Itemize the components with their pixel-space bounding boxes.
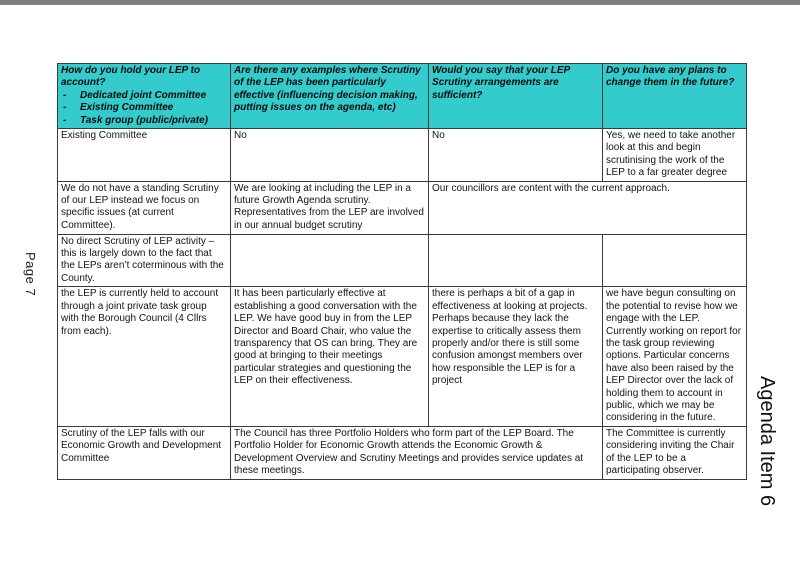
table-cell: We are looking at including the LEP in a future Growth Agenda scrutiny. Representatives from the LEP are involved in our annual budget scrutiny <box>231 181 429 234</box>
dash-marker: - <box>63 89 67 101</box>
table-cell <box>429 234 603 287</box>
agenda-item-label: Agenda Item 6 <box>756 376 778 507</box>
table-header-how-hold-lep <box>58 64 231 129</box>
table-cell: the LEP is currently held to account through a joint private task group with the Borough Council (4 Cllrs from each). <box>58 287 231 426</box>
page-number-label: Page 7 <box>23 252 38 297</box>
table-header-effective-examples: Are there any examples where Scrutiny of the LEP has been particularly effective (influencing decision making, putting issues on the agenda, etc) <box>231 64 429 129</box>
table-cell: we have begun consulting on the potential to revise how we engage with the LEP. Currently working on report for the task group reviewing options. Particular concerns have also been raised by the LEP Director over the lack of holding them to account in public, which we may be considering in the future. <box>603 287 747 426</box>
table-cell: No direct Scrutiny of LEP activity – this is largely down to the fact that the LEPs aren’t coterminous with the County. <box>58 234 231 287</box>
lep-scrutiny-table <box>57 63 747 480</box>
table-cell: there is perhaps a bit of a gap in effectiveness at looking at projects. Perhaps because they lack the expertise to critically assess them properly and/or there is still some confusion amongst members over how responsible the LEP is for a project <box>429 287 603 426</box>
table-cell <box>603 234 747 287</box>
table-cell: Existing Committee <box>58 129 231 182</box>
header-bullet-item: - Task group (public/private) <box>63 114 208 126</box>
table-cell: We do not have a standing Scrutiny of our LEP instead we focus on specific issues (at current Committee). <box>58 181 231 234</box>
table-cell-merged: The Council has three Portfolio Holders who form part of the LEP Board. The Portfolio Holder for Economic Growth attends the Economic Growth & Development Overview and Scrutiny Meetings and provides service updates at these meetings. <box>231 426 603 479</box>
table-cell: It has been particularly effective at establishing a good conversation with the LEP. We have good buy in from the LEP Director and Board Chair, who value the transparency that OS can bring. They are good at bringing to their meetings particular strategies and questioning the LEP on their effectiveness. <box>231 287 429 426</box>
table-cell: Scrutiny of the LEP falls with our Economic Growth and Development Committee <box>58 426 231 479</box>
table-cell-merged: Our councillors are content with the current approach. <box>429 181 747 234</box>
table-header-future-plans: Do you have any plans to change them in the future? <box>603 64 747 129</box>
table-row <box>58 181 747 234</box>
header-bullet-item: - Existing Committee <box>63 102 174 114</box>
table-row <box>58 287 747 426</box>
dash-marker: - <box>63 114 67 126</box>
table-cell: No <box>429 129 603 182</box>
table-cell: No <box>231 129 429 182</box>
table-row <box>58 234 747 287</box>
table-cell: The Committee is currently considering inviting the Chair of the LEP to be a participating observer. <box>603 426 747 479</box>
table-row <box>58 426 747 479</box>
dash-marker: - <box>63 102 67 114</box>
table-header-row <box>58 64 747 129</box>
table-cell <box>231 234 429 287</box>
header-bullet-item: - Dedicated joint Committee <box>63 89 207 101</box>
header-title: How do you hold your LEP to account? <box>61 65 201 89</box>
table-header-arrangements-sufficient: Would you say that your LEP Scrutiny arrangements are sufficient? <box>429 64 603 129</box>
table-row <box>58 129 747 182</box>
table-cell: Yes, we need to take another look at this and begin scrutinising the work of the LEP to a far greater degree <box>603 129 747 182</box>
top-border-bar <box>0 0 800 5</box>
